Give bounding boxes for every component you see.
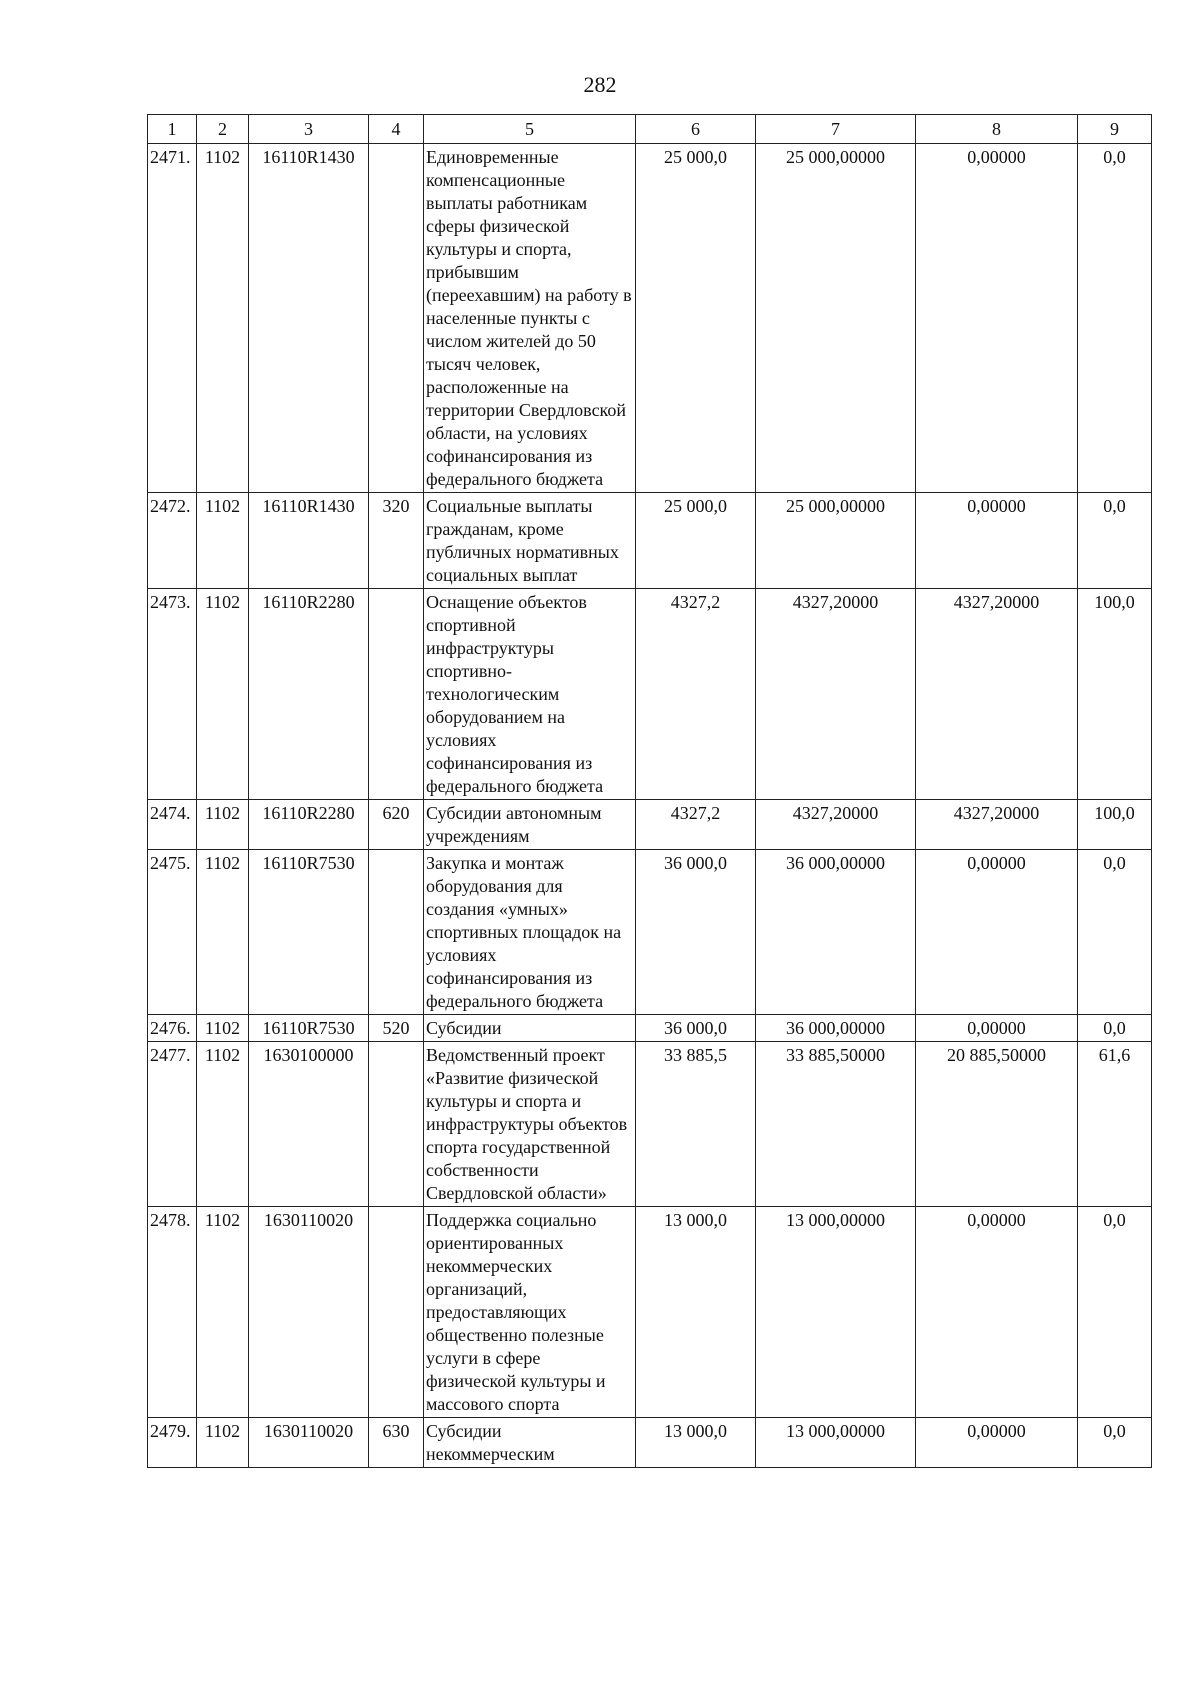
refined-amount: 25 000,00000	[756, 493, 916, 589]
table-row	[148, 800, 1152, 850]
expense-type	[369, 850, 424, 1015]
target-code: 16110R2280	[249, 800, 369, 850]
row-number: 2472.	[148, 493, 197, 589]
item-name: Закупка и монтаж оборудования для создания «умных» спортивных площадок на условиях софинансирования из федерального бюджета	[424, 850, 636, 1015]
expense-type	[369, 1207, 424, 1418]
expense-type	[369, 589, 424, 800]
plan-amount: 4327,2	[636, 800, 756, 850]
target-code: 16110R1430	[249, 493, 369, 589]
header-col-8: 8	[916, 115, 1078, 144]
expense-type: 520	[369, 1015, 424, 1042]
item-name: Субсидии автономным учреждениям	[424, 800, 636, 850]
plan-amount: 36 000,0	[636, 850, 756, 1015]
table-row	[148, 1015, 1152, 1042]
executed-amount: 4327,20000	[916, 800, 1078, 850]
plan-amount: 33 885,5	[636, 1042, 756, 1207]
target-code: 16110R7530	[249, 1015, 369, 1042]
refined-amount: 13 000,00000	[756, 1418, 916, 1468]
execution-percent: 0,0	[1078, 1015, 1152, 1042]
executed-amount: 0,00000	[916, 1015, 1078, 1042]
table-row	[148, 1207, 1152, 1418]
section-code: 1102	[197, 800, 249, 850]
execution-percent: 61,6	[1078, 1042, 1152, 1207]
target-code: 16110R1430	[249, 144, 369, 493]
executed-amount: 0,00000	[916, 493, 1078, 589]
refined-amount: 25 000,00000	[756, 144, 916, 493]
table-row	[148, 1418, 1152, 1468]
refined-amount: 4327,20000	[756, 800, 916, 850]
expense-type: 630	[369, 1418, 424, 1468]
item-name: Субсидии некоммерческим	[424, 1418, 636, 1468]
row-number: 2479.	[148, 1418, 197, 1468]
refined-amount: 13 000,00000	[756, 1207, 916, 1418]
table-row	[148, 850, 1152, 1015]
row-number: 2473.	[148, 589, 197, 800]
section-code: 1102	[197, 1015, 249, 1042]
table-row	[148, 1042, 1152, 1207]
refined-amount: 36 000,00000	[756, 850, 916, 1015]
expense-type	[369, 144, 424, 493]
plan-amount: 4327,2	[636, 589, 756, 800]
row-number: 2475.	[148, 850, 197, 1015]
table-row	[148, 144, 1152, 493]
header-col-9: 9	[1078, 115, 1152, 144]
item-name: Субсидии	[424, 1015, 636, 1042]
header-col-2: 2	[197, 115, 249, 144]
section-code: 1102	[197, 1418, 249, 1468]
executed-amount: 0,00000	[916, 144, 1078, 493]
refined-amount: 4327,20000	[756, 589, 916, 800]
header-col-7: 7	[756, 115, 916, 144]
execution-percent: 0,0	[1078, 144, 1152, 493]
item-name: Ведомственный проект «Развитие физической культуры и спорта и инфраструктуры объектов спорта государственной собственности Свердловской области»	[424, 1042, 636, 1207]
row-number: 2474.	[148, 800, 197, 850]
header-col-3: 3	[249, 115, 369, 144]
section-code: 1102	[197, 1042, 249, 1207]
plan-amount: 36 000,0	[636, 1015, 756, 1042]
item-name: Поддержка социально ориентированных некоммерческих организаций, предоставляющих общественно полезные услуги в сфере физической культуры и массового спорта	[424, 1207, 636, 1418]
row-number: 2476.	[148, 1015, 197, 1042]
executed-amount: 20 885,50000	[916, 1042, 1078, 1207]
expense-type: 620	[369, 800, 424, 850]
row-number: 2471.	[148, 144, 197, 493]
row-number: 2478.	[148, 1207, 197, 1418]
section-code: 1102	[197, 493, 249, 589]
execution-percent: 0,0	[1078, 850, 1152, 1015]
section-code: 1102	[197, 144, 249, 493]
refined-amount: 36 000,00000	[756, 1015, 916, 1042]
item-name: Единовременные компенсационные выплаты работникам сферы физической культуры и спорта, прибывшим (переехавшим) на работу в населенные пункты с числом жителей до 50 тысяч человек, расположенные на территории Свердловской области, на условиях софинансирования из федерального бюджета	[424, 144, 636, 493]
execution-percent: 0,0	[1078, 1207, 1152, 1418]
budget-table	[147, 114, 1152, 1468]
target-code: 1630110020	[249, 1207, 369, 1418]
target-code: 1630100000	[249, 1042, 369, 1207]
item-name: Социальные выплаты гражданам, кроме публичных нормативных социальных выплат	[424, 493, 636, 589]
executed-amount: 0,00000	[916, 850, 1078, 1015]
header-col-1: 1	[148, 115, 197, 144]
target-code: 16110R7530	[249, 850, 369, 1015]
execution-percent: 0,0	[1078, 1418, 1152, 1468]
row-number: 2477.	[148, 1042, 197, 1207]
table-row	[148, 589, 1152, 800]
execution-percent: 100,0	[1078, 589, 1152, 800]
expense-type: 320	[369, 493, 424, 589]
executed-amount: 0,00000	[916, 1207, 1078, 1418]
header-col-4: 4	[369, 115, 424, 144]
plan-amount: 25 000,0	[636, 144, 756, 493]
plan-amount: 13 000,0	[636, 1207, 756, 1418]
header-row	[148, 115, 1152, 144]
plan-amount: 25 000,0	[636, 493, 756, 589]
target-code: 16110R2280	[249, 589, 369, 800]
section-code: 1102	[197, 1207, 249, 1418]
executed-amount: 0,00000	[916, 1418, 1078, 1468]
execution-percent: 100,0	[1078, 800, 1152, 850]
header-col-6: 6	[636, 115, 756, 144]
expense-type	[369, 1042, 424, 1207]
section-code: 1102	[197, 589, 249, 800]
executed-amount: 4327,20000	[916, 589, 1078, 800]
refined-amount: 33 885,50000	[756, 1042, 916, 1207]
section-code: 1102	[197, 850, 249, 1015]
plan-amount: 13 000,0	[636, 1418, 756, 1468]
target-code: 1630110020	[249, 1418, 369, 1468]
header-col-5: 5	[424, 115, 636, 144]
item-name: Оснащение объектов спортивной инфраструктуры спортивно-технологическим оборудованием на условиях софинансирования из федерального бюджета	[424, 589, 636, 800]
execution-percent: 0,0	[1078, 493, 1152, 589]
table-row	[148, 493, 1152, 589]
page-number: 282	[583, 72, 617, 97]
